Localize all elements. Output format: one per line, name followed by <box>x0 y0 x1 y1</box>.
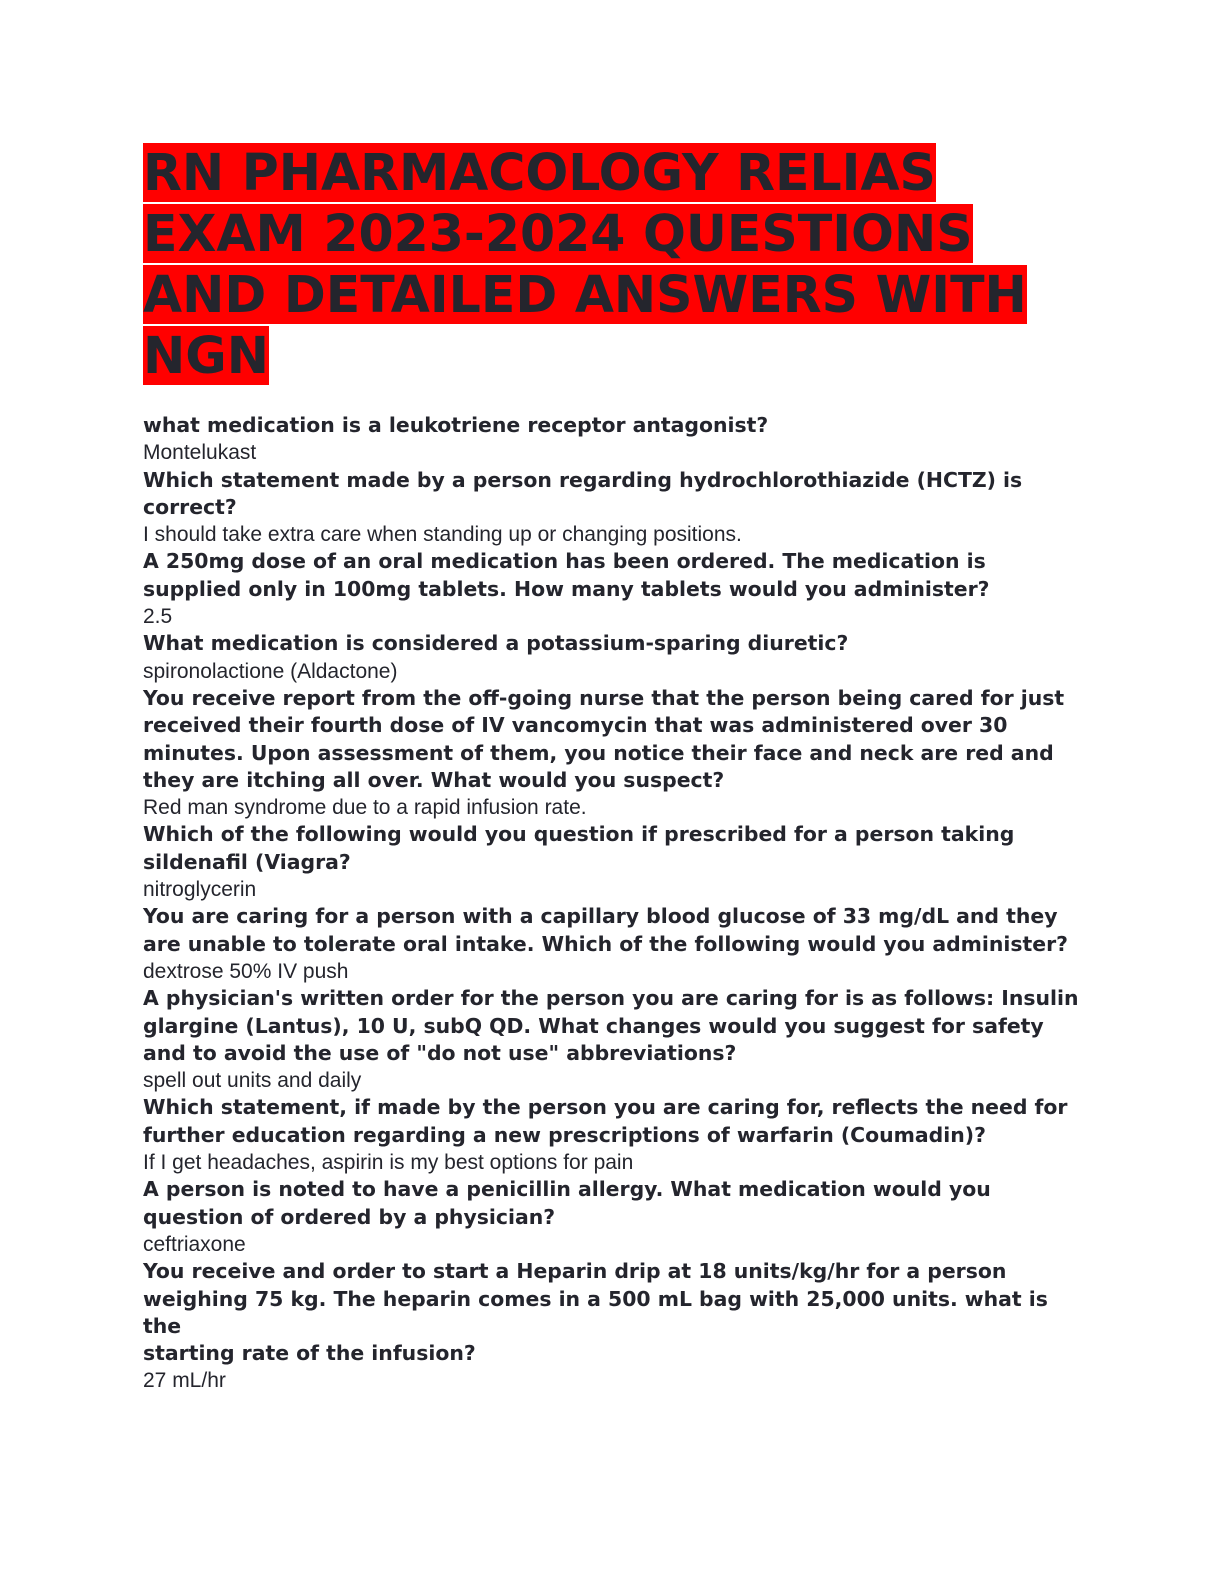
qa-item <box>143 630 1083 685</box>
answer-text: spironolactione (Aldactone) <box>143 659 398 683</box>
question-text: weighing 75 kg. The heparin comes in a 500 mL bag with 25,000 units. what is the <box>143 1286 1048 1338</box>
question-text: minutes. Upon assessment of them, you notice their face and neck are red and <box>143 740 1054 765</box>
qa-item <box>143 1258 1083 1394</box>
qa-item <box>143 685 1083 821</box>
qa-item <box>143 467 1083 549</box>
title-line-1-text: RN PHARMACOLOGY RELIAS <box>143 143 936 202</box>
qa-item <box>143 548 1083 630</box>
answer-text: dextrose 50% IV push <box>143 959 349 983</box>
question-text: what medication is a leukotriene receptor antagonist? <box>143 413 769 437</box>
title-line-3-text: AND DETAILED ANSWERS WITH <box>143 265 1027 324</box>
qa-item <box>143 1094 1083 1176</box>
question-text: A person is noted to have a penicillin allergy. What medication would you <box>143 1177 991 1202</box>
answer-text: If I get headaches, aspirin is my best options for pain <box>143 1151 634 1175</box>
question-text: You receive and order to start a Heparin drip at 18 units/kg/hr for a person <box>143 1259 1007 1284</box>
qa-item <box>143 1176 1083 1258</box>
question-text: sildenafil (Viagra? <box>143 849 351 874</box>
answer-text: Montelukast <box>143 441 257 465</box>
question-text: received their fourth dose of IV vancomycin that was administered over 30 <box>143 713 1008 738</box>
question-text: Which statement, if made by the person you are caring for, reflects the need for <box>143 1095 1068 1120</box>
title-line <box>143 325 1083 386</box>
question-text: You are caring for a person with a capillary blood glucose of 33 mg/dL and they <box>143 904 1058 929</box>
question-text: A 250mg dose of an oral medication has been ordered. The medication is <box>143 549 986 574</box>
question-text: and to avoid the use of "do not use" abbreviations? <box>143 1040 737 1065</box>
question-text: starting rate of the infusion? <box>143 1341 476 1366</box>
question-text: Which of the following would you question if prescribed for a person taking <box>143 822 1015 847</box>
question-text: Which statement made by a person regarding hydrochlorothiazide (HCTZ) is <box>143 467 1023 492</box>
question-text: correct? <box>143 494 237 519</box>
question-text: further education regarding a new prescriptions of warfarin (Coumadin)? <box>143 1122 986 1147</box>
answer-text: spell out units and daily <box>143 1069 362 1093</box>
answer-text: 27 mL/hr <box>143 1369 226 1393</box>
title-line-4-text: NGN <box>143 326 269 385</box>
answer-text: I should take extra care when standing up or changing positions. <box>143 523 742 547</box>
qa-item <box>143 985 1083 1094</box>
title-line <box>143 142 1083 203</box>
question-text: You receive report from the off-going nurse that the person being cared for just <box>143 685 1065 710</box>
question-text: What medication is considered a potassium-sparing diuretic? <box>143 631 849 656</box>
title-line <box>143 203 1083 264</box>
answer-text: nitroglycerin <box>143 878 257 902</box>
answer-text: ceftriaxone <box>143 1232 246 1256</box>
question-text: question of ordered by a physician? <box>143 1204 556 1229</box>
question-text: glargine (Lantus), 10 U, subQ QD. What changes would you suggest for safety <box>143 1013 1044 1038</box>
title-line <box>143 264 1083 325</box>
answer-text: Red man syndrome due to a rapid infusion rate. <box>143 796 587 820</box>
document-title <box>143 142 1083 386</box>
question-text: A physician's written order for the person you are caring for is as follows: Insulin <box>143 986 1079 1011</box>
answer-text: 2.5 <box>143 605 173 629</box>
question-text: they are itching all over. What would you suspect? <box>143 767 725 792</box>
qa-list <box>143 412 1083 1395</box>
question-text: supplied only in 100mg tablets. How many tablets would you administer? <box>143 576 990 601</box>
title-line-2-text: EXAM 2023-2024 QUESTIONS <box>143 204 973 263</box>
document-page <box>143 142 1083 1395</box>
qa-item <box>143 903 1083 985</box>
question-text: are unable to tolerate oral intake. Which of the following would you administer? <box>143 931 1069 956</box>
qa-item <box>143 821 1083 903</box>
qa-item <box>143 412 1083 467</box>
